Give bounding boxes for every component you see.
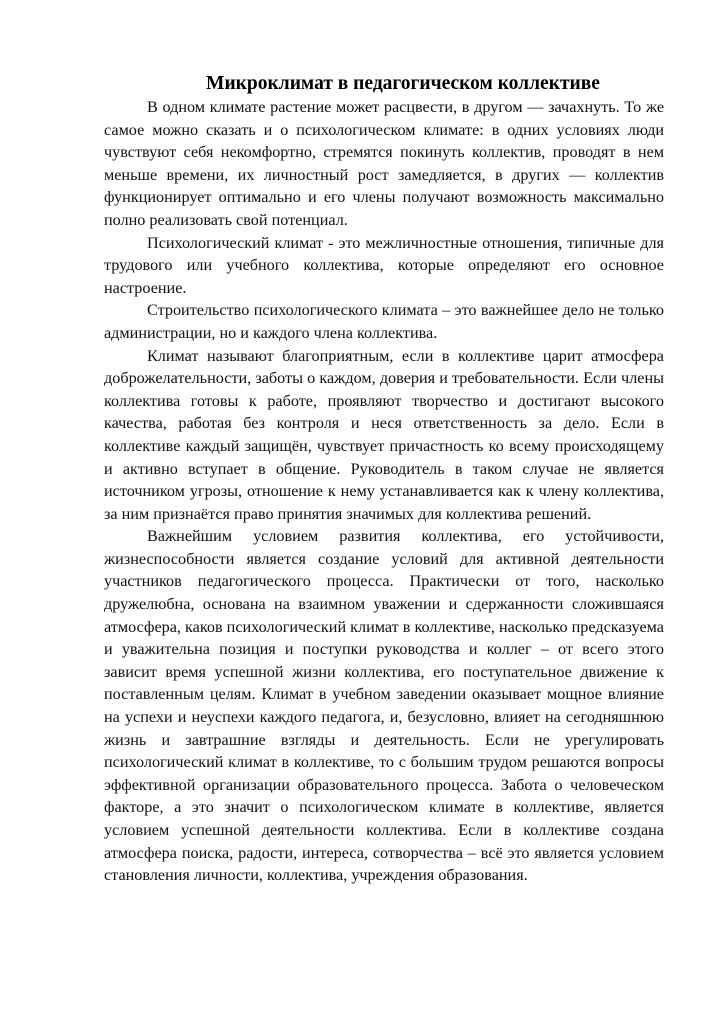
paragraph-4: Климат называют благоприятным, если в коллективе царит атмосфера доброжелательности, заботы о каждом, доверия и требовательности. Если члены коллектива готовы к работе, проявляют творчество и достигают высокого качества, работая без контроля и неся ответственность за дело. Если в коллективе каждый защищён, чувствует причастность ко всему происходящему и активно вступает в общение. Руководитель в таком случае не является источником угрозы, отношение к нему устанавливается как к члену коллектива, за ним признаётся право принятия значимых для коллектива решений. [104,346,664,523]
paragraph-2: Психологический климат - это межличностные отношения, типичные для трудового или учебного коллектива, которые определяют его основное настроение. [104,233,664,297]
page-title: Микроклимат в педагогическом коллективе [206,73,600,94]
document-body [104,96,664,887]
paragraph-5: Важнейшим условием развития коллектива, его устойчивости, жизнеспособности является создание условий для активной деятельности участников педагогического процесса. Практически от того, насколько дружелюбна, основана на взаимном уважении и сдержанности сложившаяся атмосфера, каков психологический климат в коллективе, насколько предсказуема и уважительна позиция и поступки руководства и коллег – от всего этого зависит время успешной жизни коллектива, его поступательное движение к поставленным целям. Климат в учебном заведении оказывает мощное влияние на успехи и неуспехи каждого педагога, и, безусловно, влияет на сегодняшнюю жизнь и завтрашние взгляды и деятельность. Если не урегулировать психологический климат в коллективе, то с большим трудом решаются вопросы эффективной организации образовательного процесса. Забота о человеческом факторе, а это значит о психологическом климате в коллективе, является условием успешной деятельности коллектива. Если в коллективе создана атмосфера поиска, радости, интереса, сотворчества – всё это является условием становления личности, коллектива, учреждения образования. [104,527,664,885]
paragraph-3: Строительство психологического климата – это важнейшее дело не только администрации, но и каждого члена коллектива. [104,301,664,342]
paragraph-1: В одном климате растение может расцвести, в другом — зачахнуть. То же самое можно сказать и о психологическом климате: в одних условиях люди чувствуют себя некомфортно, стремятся покинуть коллектив, проводят в нем меньше времени, их личностный рост замедляется, в других — коллектив функционирует оптимально и его члены получают возможность максимально полно реализовать свой потенциал. [104,98,664,229]
